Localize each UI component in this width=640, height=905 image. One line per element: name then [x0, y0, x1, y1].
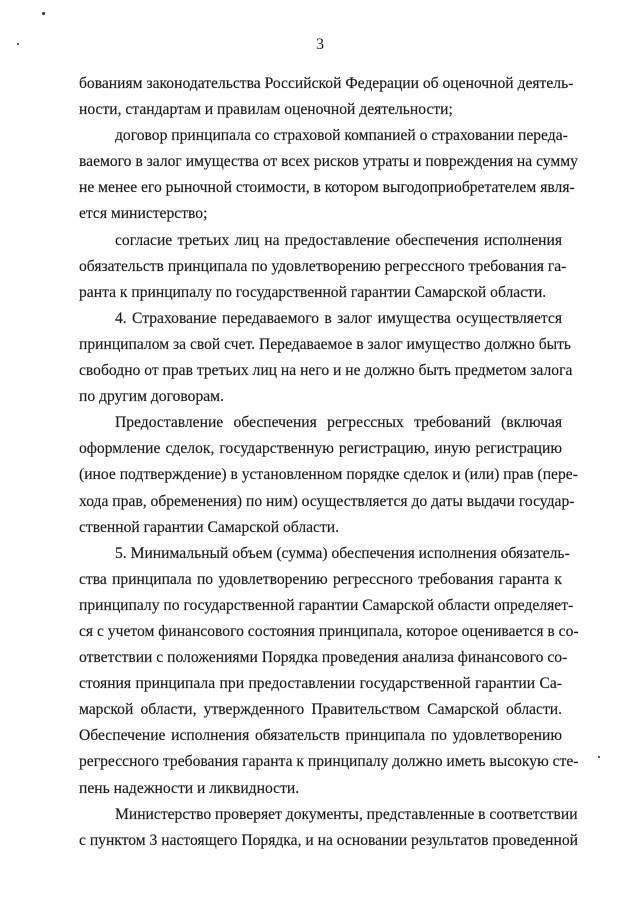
text-line: бованиям законодательства Российской Федерации об оценочной деятель- — [79, 75, 574, 92]
text-line: оформление сделок, государственную регистрацию, иную регистрацию — [79, 440, 562, 458]
text-line: обязательств принципала по удовлетворению регрессного требования га- — [79, 257, 567, 275]
paragraph-first-line: Предоставление обеспечения регрессных требований (включая — [115, 414, 562, 432]
text-line: ства принципала по удовлетворению регрессного требования гаранта к — [79, 570, 562, 588]
text-line: ся с учетом финансового состояния принципала, которое оценивается в со- — [79, 622, 579, 640]
text-line: стояния принципала при предоставлении государственной гарантии Са- — [79, 675, 562, 693]
paragraph-first-line: Министерство проверяет документы, представленные в соответствии — [115, 805, 578, 823]
text-line: свободно от прав третьих лиц на него и не должно быть предметом залога — [79, 362, 573, 380]
paragraph-first-line: договор принципала со страховой компанией о страховании переда- — [115, 127, 568, 145]
paragraph-first-line: согласие третьих лиц на предоставление обеспечения исполнения — [115, 231, 562, 249]
text-line: ваемого в залог имущества от всех рисков утраты и повреждения на сумму — [79, 153, 578, 171]
text-line: хода прав, обременения) по ним) осуществляется до даты выдачи государ- — [79, 492, 575, 510]
text-line: пень надежности и ликвидности. — [79, 779, 300, 797]
page-number: 3 — [316, 36, 324, 53]
text-line: не менее его рыночной стоимости, в котором выгодоприобретателем явля- — [79, 179, 575, 197]
text-line: ности, стандартам и правилам оценочной деятельности; — [79, 101, 453, 119]
text-line: (иное подтверждение) в установленном порядке сделок и (или) прав (пере- — [79, 466, 578, 484]
paragraph-first-line: 4. Страхование передаваемого в залог имущества осуществляется — [115, 309, 562, 327]
text-line: марской области, утвержденного Правительством Самарской области. — [79, 701, 562, 719]
text-line: с пунктом 3 настоящего Порядка, и на основании результатов проведенной — [79, 831, 578, 849]
body-text — [79, 71, 579, 854]
text-line: принципалом за свой счет. Передаваемое в залог имущество должно быть — [79, 335, 572, 353]
text-line: ранта к принципалу по государственной гарантии Самарской области. — [79, 283, 547, 301]
text-line: принципалу по государственной гарантии Самарской области определяет- — [79, 596, 574, 614]
text-line: Обеспечение исполнения обязательств принципала по удовлетворению — [79, 727, 562, 745]
scan-speck — [42, 12, 45, 15]
text-line: ответствии с положениями Порядка проведения анализа финансового со- — [79, 649, 568, 667]
text-line: регрессного требования гаранта к принципалу должно иметь высокую сте- — [79, 753, 579, 771]
text-line: ственной гарантии Самарской области. — [79, 518, 340, 536]
text-line: ется министерство; — [79, 205, 208, 223]
paragraph-first-line: 5. Минимальный объем (сумма) обеспечения исполнения обязатель- — [115, 544, 570, 562]
scan-speck — [598, 756, 600, 758]
text-line: по другим договорам. — [79, 388, 224, 406]
